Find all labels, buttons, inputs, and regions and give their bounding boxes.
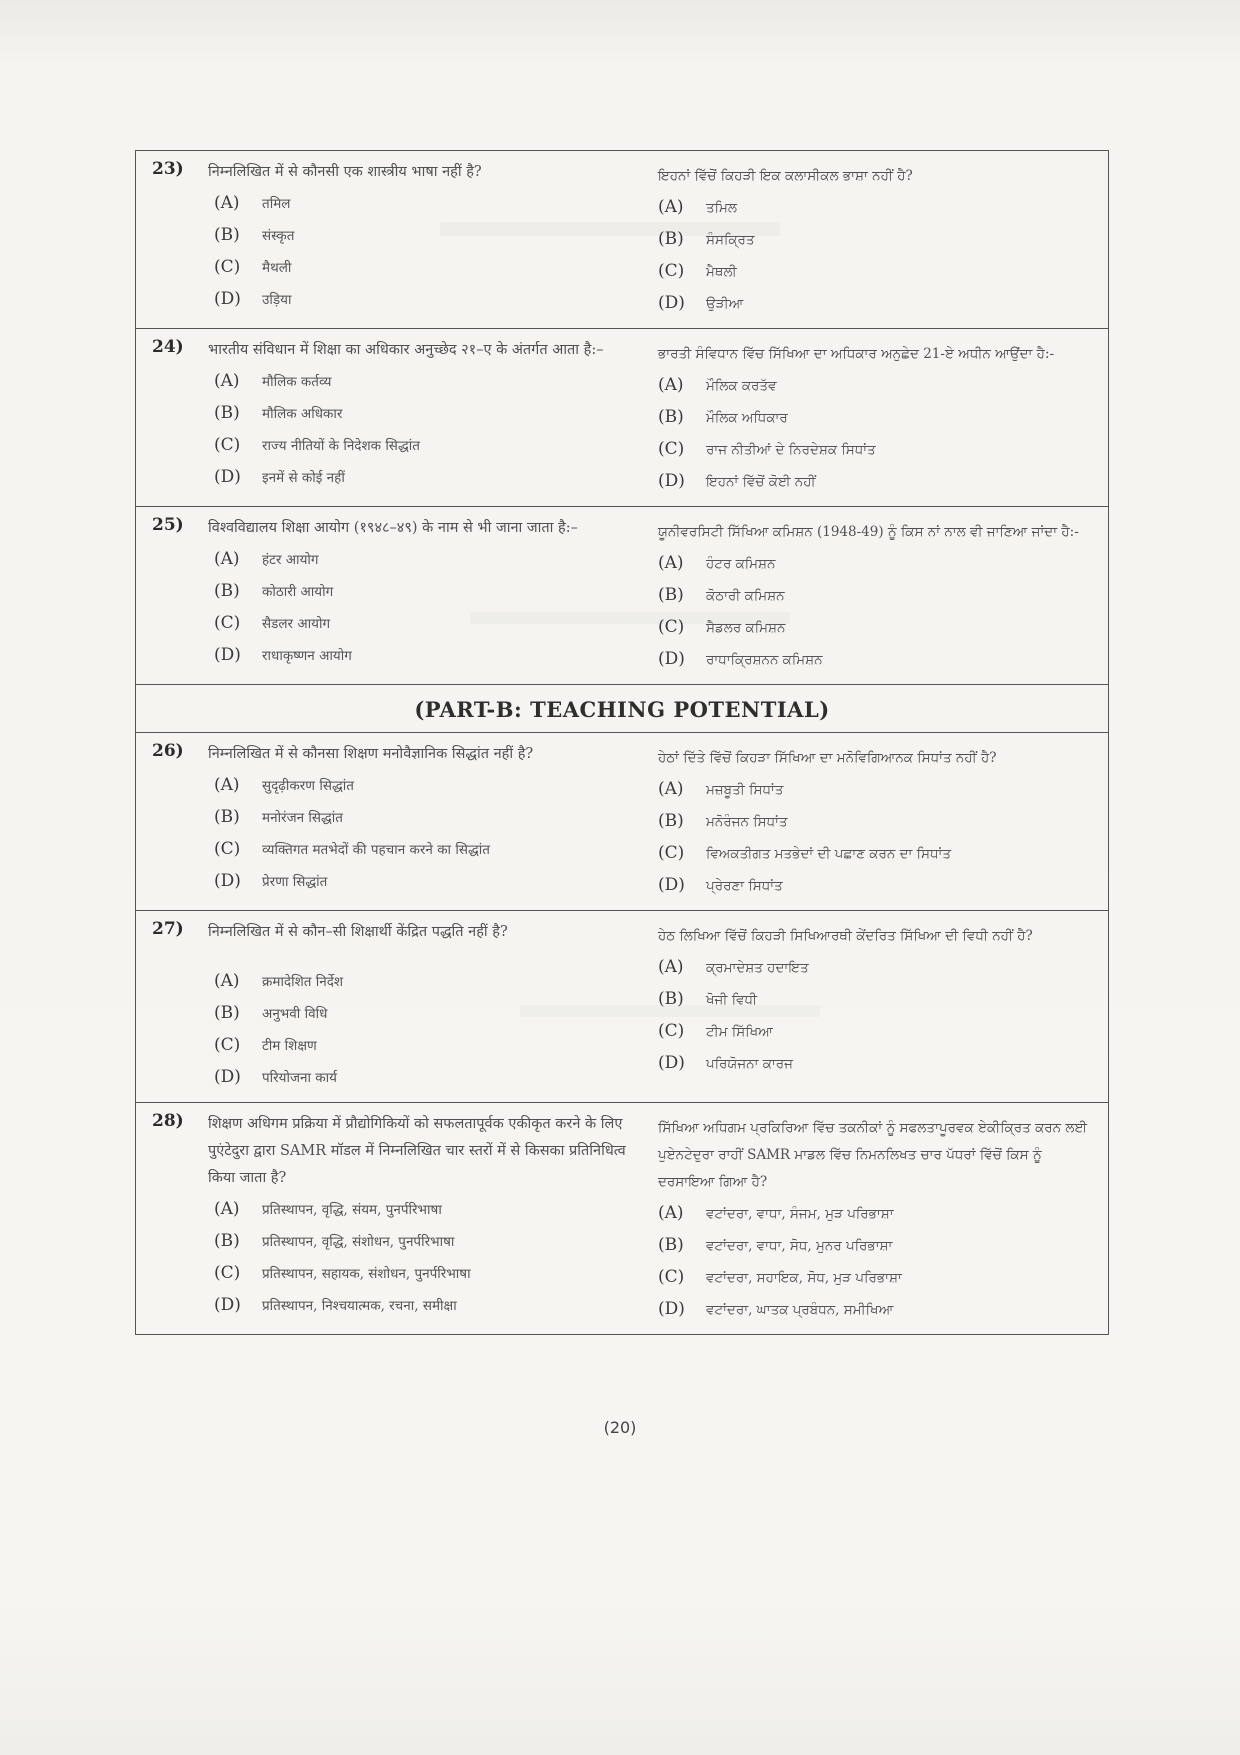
- option-text: प्रेरणा सिद्धांत: [262, 874, 328, 890]
- option-label: (B): [214, 581, 240, 601]
- question-number: 26): [152, 741, 184, 761]
- punjabi-option: [658, 194, 1098, 226]
- hindi-question-stem: विश्वविद्यालय शिक्षा आयोग (१९४८–४९) के नाम से भी जाना जाता है:–: [208, 520, 578, 536]
- hindi-option: [208, 222, 636, 254]
- option-label: (B): [214, 1231, 240, 1251]
- punjabi-question-stem: ਹੇਠਾਂ ਦਿੱਤੇ ਵਿੱਚੋਂ ਕਿਹੜਾ ਸਿੱਖਿਆ ਦਾ ਮਨੋਵਿਗਿਆਨਕ ਸਿਧਾਂਤ ਨਹੀਂ ਹੈ?: [658, 750, 997, 766]
- option-label: (A): [658, 197, 684, 217]
- option-text: ਮਨੋਰੰਜਨ ਸਿਧਾਂਤ: [706, 814, 788, 830]
- hindi-column: [196, 1103, 646, 1334]
- option-text: ਮਜ਼ਬੂਤੀ ਸਿਧਾਂਤ: [706, 782, 784, 798]
- option-label: (C): [214, 435, 241, 455]
- hindi-option: [208, 432, 636, 464]
- option-text: संस्कृत: [262, 228, 295, 244]
- option-label: (C): [658, 617, 685, 637]
- option-label: (B): [214, 1003, 240, 1023]
- option-text: ਪਰਿਯੋਜਨਾ ਕਾਰਜ: [706, 1056, 793, 1072]
- punjabi-option: [658, 1200, 1098, 1232]
- option-label: (B): [214, 403, 240, 423]
- hindi-option: [208, 400, 636, 432]
- question-table: [135, 150, 1109, 1335]
- hindi-option: [208, 804, 636, 836]
- option-label: (A): [658, 553, 684, 573]
- hindi-option: [208, 464, 636, 496]
- hindi-option: [208, 1292, 636, 1324]
- punjabi-question-stem: ਇਹਨਾਂ ਵਿੱਚੋਂ ਕਿਹੜੀ ਇਕ ਕਲਾਸੀਕਲ ਭਾਸ਼ਾ ਨਹੀਂ ਹੈ?: [658, 168, 913, 184]
- option-text: ਸੈਡਲਰ ਕਮਿਸ਼ਨ: [706, 620, 786, 636]
- option-text: सैडलर आयोग: [262, 616, 331, 632]
- option-text: क्रमादेशित निर्देश: [262, 974, 344, 990]
- option-label: (A): [214, 549, 240, 569]
- hindi-option: [208, 578, 636, 610]
- hindi-question-stem: निम्नलिखित में से कौन–सी शिक्षार्थी केंद्रित पद्धति नहीं है?: [208, 924, 508, 940]
- option-label: (B): [214, 225, 240, 245]
- punjabi-option: [658, 808, 1098, 840]
- punjabi-question-stem: ਸਿੱਖਿਆ ਅਧਿਗਮ ਪ੍ਰਕਿਰਿਆ ਵਿੱਚ ਤਕਨੀਕਾਂ ਨੂੰ ਸਫਲਤਾਪੂਰਵਕ ਏਕੀਕ੍ਰਿਤ ਕਰਨ ਲਈ ਪੁਏਨਟੇਦੁਰਾ ਰਾਹੀਂ SAMR ਮਾਡਲ ਵਿੱਚ ਨਿਮਨਲਿਖਤ ਚਾਰ ਪੱਧਰਾਂ ਵਿੱਚੋਂ ਕਿਸ ਨੂੰ ਦਰਸਾਇਆ ਗਿਆ ਹੈ?: [658, 1120, 1088, 1190]
- punjabi-column: [646, 733, 1108, 910]
- hindi-option: [208, 642, 636, 674]
- hindi-column: [196, 151, 646, 328]
- punjabi-option: [658, 986, 1098, 1018]
- hindi-option: [208, 868, 636, 900]
- punjabi-question-stem: ਭਾਰਤੀ ਸੰਵਿਧਾਨ ਵਿੱਚ ਸਿੱਖਿਆ ਦਾ ਅਧਿਕਾਰ ਅਨੁਛੇਦ 21-ਏ ਅਧੀਨ ਆਉਂਦਾ ਹੈ:-: [658, 346, 1055, 362]
- option-text: ਵਟਾਂਦਰਾ, ਸਹਾਇਕ, ਸੋਧ, ਮੁੜ ਪਰਿਭਾਸ਼ਾ: [706, 1270, 902, 1286]
- option-label: (D): [658, 471, 685, 491]
- option-label: (B): [658, 229, 684, 249]
- option-text: ਉੜੀਆ: [706, 296, 744, 312]
- punjabi-option: [658, 776, 1098, 808]
- punjabi-option: [658, 1232, 1098, 1264]
- option-text: प्रतिस्थापन, वृद्धि, संशोधन, पुनर्परिभाषा: [262, 1234, 455, 1250]
- option-label: (A): [658, 779, 684, 799]
- option-label: (A): [214, 371, 240, 391]
- option-text: मौलिक कर्तव्य: [262, 374, 332, 390]
- hindi-option: [208, 286, 636, 318]
- punjabi-option: [658, 436, 1098, 468]
- punjabi-option: [658, 582, 1098, 614]
- punjabi-option: [658, 872, 1098, 904]
- punjabi-option: [658, 1264, 1098, 1296]
- option-text: प्रतिस्थापन, वृद्धि, संयम, पुनर्परिभाषा: [262, 1202, 442, 1218]
- option-label: (C): [658, 1267, 685, 1287]
- option-text: ਰਾਧਾਕ੍ਰਿਸ਼ਨਨ ਕਮਿਸ਼ਨ: [706, 652, 823, 668]
- option-label: (C): [214, 1263, 241, 1283]
- option-label: (A): [214, 1199, 240, 1219]
- punjabi-option: [658, 614, 1098, 646]
- hindi-option: [208, 1196, 636, 1228]
- option-text: ਮੈਥਲੀ: [706, 264, 737, 280]
- option-text: तमिल: [262, 196, 291, 212]
- option-text: ਇਹਨਾਂ ਵਿੱਚੋਂ ਕੋਈ ਨਹੀਂ: [706, 474, 816, 490]
- punjabi-column: [646, 507, 1108, 684]
- question-row: [136, 328, 1108, 506]
- option-text: सुदृढ़ीकरण सिद्धांत: [262, 778, 354, 794]
- punjabi-option: [658, 1018, 1098, 1050]
- option-label: (C): [214, 839, 241, 859]
- option-text: ਵਟਾਂਦਰਾ, ਘਾਤਕ ਪ੍ਰਬੰਧਨ, ਸਮੀਖਿਆ: [706, 1302, 894, 1318]
- hindi-column: [196, 329, 646, 506]
- option-text: मैथली: [262, 260, 292, 276]
- option-label: (D): [658, 293, 685, 313]
- option-label: (D): [658, 649, 685, 669]
- hindi-question-stem: निम्नलिखित में से कौनसा शिक्षण मनोवैज्ञानिक सिद्धांत नहीं है?: [208, 746, 534, 762]
- option-text: ਵਿਅਕਤੀਗਤ ਮਤਭੇਦਾਂ ਦੀ ਪਛਾਣ ਕਰਨ ਦਾ ਸਿਧਾਂਤ: [706, 846, 951, 862]
- punjabi-question-stem: ਹੇਠ ਲਿਖਿਆ ਵਿੱਚੋਂ ਕਿਹੜੀ ਸਿਖਿਆਰਥੀ ਕੇਂਦਰਿਤ ਸਿੱਖਿਆ ਦੀ ਵਿਧੀ ਨਹੀਂ ਹੈ?: [658, 928, 1033, 944]
- option-text: ਤਮਿਲ: [706, 200, 737, 216]
- option-label: (A): [658, 1203, 684, 1223]
- punjabi-column: [646, 329, 1108, 506]
- option-text: ਵਟਾਂਦਰਾ, ਵਾਧਾ, ਸੰਜਮ, ਮੁੜ ਪਰਿਭਾਸ਼ਾ: [706, 1206, 894, 1222]
- option-text: व्यक्तिगत मतभेदों की पहचान करने का सिद्धांत: [262, 842, 490, 858]
- option-label: (C): [214, 257, 241, 277]
- hindi-option: [208, 1000, 636, 1032]
- punjabi-option: [658, 954, 1098, 986]
- punjabi-option: [658, 404, 1098, 436]
- option-label: (D): [214, 289, 241, 309]
- hindi-option: [208, 546, 636, 578]
- punjabi-option: [658, 840, 1098, 872]
- hindi-option: [208, 772, 636, 804]
- option-text: प्रतिस्थापन, निश्चयात्मक, रचना, समीक्षा: [262, 1298, 457, 1314]
- option-text: कोठारी आयोग: [262, 584, 334, 600]
- option-label: (B): [214, 807, 240, 827]
- option-label: (D): [214, 1067, 241, 1087]
- option-text: परियोजना कार्य: [262, 1070, 338, 1086]
- punjabi-question-stem: ਯੂਨੀਵਰਸਿਟੀ ਸਿੱਖਿਆ ਕਮਿਸ਼ਨ (1948-49) ਨੂੰ ਕਿਸ ਨਾਂ ਨਾਲ ਵੀ ਜਾਣਿਆ ਜਾਂਦਾ ਹੈ:-: [658, 524, 1079, 540]
- hindi-question-stem: निम्नलिखित में से कौनसी एक शास्त्रीय भाषा नहीं है?: [208, 164, 482, 180]
- option-label: (D): [214, 871, 241, 891]
- hindi-option: [208, 1260, 636, 1292]
- hindi-option: [208, 190, 636, 222]
- question-row: [136, 150, 1108, 328]
- option-label: (A): [214, 971, 240, 991]
- option-label: (C): [658, 261, 685, 281]
- option-label: (B): [658, 585, 684, 605]
- part-b-heading: (PART-B: TEACHING POTENTIAL): [136, 684, 1108, 732]
- punjabi-option: [658, 226, 1098, 258]
- option-text: ਮੌਲਿਕ ਅਧਿਕਾਰ: [706, 410, 788, 426]
- hindi-question-stem: भारतीय संविधान में शिक्षा का अधिकार अनुच्छेद २१–ए के अंतर्गत आता है:–: [208, 342, 604, 358]
- punjabi-column: [646, 1103, 1108, 1334]
- option-text: ਕ੍ਰਮਾਦੇਸ਼ਤ ਹਦਾਇਤ: [706, 960, 809, 976]
- hindi-column: [196, 733, 646, 910]
- option-label: (A): [658, 957, 684, 977]
- option-text: ਵਟਾਂਦਰਾ, ਵਾਧਾ, ਸੋਧ, ਮੁਨਰ ਪਰਿਭਾਸ਼ਾ: [706, 1238, 893, 1254]
- option-text: ਖੋਜੀ ਵਿਧੀ: [706, 992, 758, 1008]
- option-label: (B): [658, 1235, 684, 1255]
- option-text: ਕੋਠਾਰੀ ਕਮਿਸ਼ਨ: [706, 588, 785, 604]
- punjabi-option: [658, 1050, 1098, 1082]
- option-label: (C): [214, 1035, 241, 1055]
- punjabi-column: [646, 911, 1108, 1102]
- hindi-column: [196, 911, 646, 1102]
- hindi-option: [208, 368, 636, 400]
- question-number: 24): [152, 337, 184, 357]
- hindi-option: [208, 1032, 636, 1064]
- option-text: ਪ੍ਰੇਰਣਾ ਸਿਧਾਂਤ: [706, 878, 783, 894]
- question-number: 25): [152, 515, 184, 535]
- hindi-option: [208, 254, 636, 286]
- question-row: [136, 506, 1108, 684]
- hindi-option: [208, 836, 636, 868]
- option-label: (B): [658, 989, 684, 1009]
- page-number: (20): [603, 1418, 637, 1437]
- option-label: (D): [214, 1295, 241, 1315]
- option-text: ਸੰਸਕ੍ਰਿਤ: [706, 232, 755, 248]
- punjabi-option: [658, 258, 1098, 290]
- option-text: मौलिक अधिकार: [262, 406, 343, 422]
- hindi-option: [208, 968, 636, 1000]
- punjabi-column: [646, 151, 1108, 328]
- option-label: (B): [658, 407, 684, 427]
- option-text: इनमें से कोई नहीं: [262, 470, 345, 486]
- option-label: (D): [658, 875, 685, 895]
- question-number: 23): [152, 159, 184, 179]
- option-label: (A): [214, 775, 240, 795]
- option-label: (D): [658, 1053, 685, 1073]
- option-label: (B): [658, 811, 684, 831]
- hindi-column: [196, 507, 646, 684]
- question-number: 27): [152, 919, 184, 939]
- option-label: (D): [658, 1299, 685, 1319]
- question-row: [136, 1102, 1108, 1335]
- punjabi-option: [658, 550, 1098, 582]
- hindi-option: [208, 1228, 636, 1260]
- punjabi-option: [658, 290, 1098, 322]
- option-label: (D): [214, 467, 241, 487]
- hindi-option: [208, 610, 636, 642]
- option-label: (C): [658, 439, 685, 459]
- question-row: [136, 732, 1108, 910]
- option-label: (A): [214, 193, 240, 213]
- option-text: हंटर आयोग: [262, 552, 319, 568]
- punjabi-option: [658, 372, 1098, 404]
- option-text: टीम शिक्षण: [262, 1038, 317, 1054]
- hindi-option: [208, 1064, 636, 1096]
- punjabi-option: [658, 646, 1098, 678]
- option-label: (C): [658, 1021, 685, 1041]
- option-label: (C): [214, 613, 241, 633]
- option-text: ਟੀਮ ਸਿੱਖਿਆ: [706, 1024, 773, 1040]
- option-text: उड़िया: [262, 292, 292, 308]
- option-label: (D): [214, 645, 241, 665]
- question-number: 28): [152, 1111, 184, 1131]
- option-text: राज्य नीतियों के निदेशक सिद्धांत: [262, 438, 420, 454]
- option-text: ਮੌਲਿਕ ਕਰਤੱਵ: [706, 378, 777, 394]
- hindi-question-stem: शिक्षण अधिगम प्रक्रिया में प्रौद्योगिकियों को सफलतापूर्वक एकीकृत करने के लिए पुएंटेदुरा द्वारा SAMR मॉडल में निम्नलिखित चार स्तरों में से किसका प्रतिनिधित्व किया जाता है?: [208, 1116, 626, 1186]
- question-row: [136, 910, 1108, 1102]
- option-text: प्रतिस्थापन, सहायक, संशोधन, पुनर्परिभाषा: [262, 1266, 471, 1282]
- punjabi-option: [658, 468, 1098, 500]
- option-text: अनुभवी विधि: [262, 1006, 328, 1022]
- option-text: ਹੰਟਰ ਕਮਿਸ਼ਨ: [706, 556, 776, 572]
- option-label: (C): [658, 843, 685, 863]
- option-text: ਰਾਜ ਨੀਤੀਆਂ ਦੇ ਨਿਰਦੇਸ਼ਕ ਸਿਧਾਂਤ: [706, 442, 876, 458]
- option-text: मनोरंजन सिद्धांत: [262, 810, 343, 826]
- punjabi-option: [658, 1296, 1098, 1328]
- option-text: राधाकृष्णन आयोग: [262, 648, 352, 664]
- option-label: (A): [658, 375, 684, 395]
